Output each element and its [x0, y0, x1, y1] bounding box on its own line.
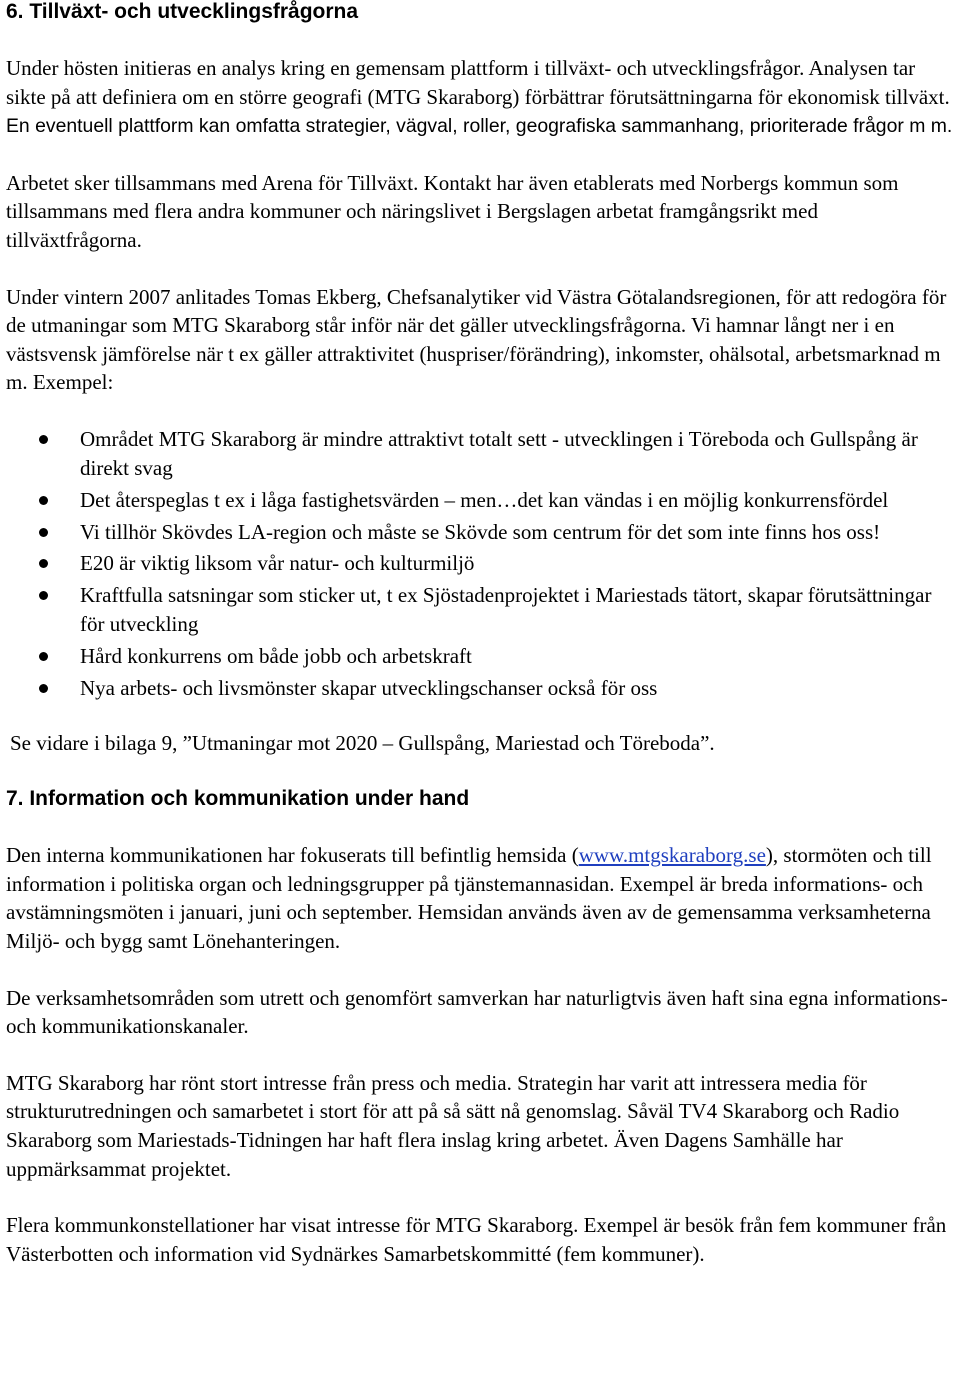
section-6-paragraph-1-sans: En eventuell plattform kan omfatta strategier, vägval, roller, geografiska sammanhang, prioriterade frågor m m.	[6, 115, 953, 138]
see-also-bilaga-9: Se vidare i bilaga 9, ”Utmaningar mot 2020 – Gullspång, Mariestad och Töreboda”.	[10, 730, 715, 755]
bullet-item: Vi tillhör Skövdes LA-region och måste se Skövde som centrum för det som inte finns hos oss!	[6, 518, 956, 547]
section-7-paragraph-1-start: Den interna kommunikationen har fokuserats till befintlig hemsida (	[6, 843, 579, 868]
document-page	[6, 0, 956, 1268]
section-6-paragraph-3: Under vintern 2007 anlitades Tomas Ekberg, Chefsanalytiker vid Västra Götalandsregionen, för att redogöra för de utmaningar som MTG Skaraborg står inför när det gäller utvecklingsfrågorna. Vi hamnar långt ner i en västsvensk jämförelse när t ex gäller attraktivitet (huspriser/förändring), inkomster, ohälsotal, arbetsmarknad m m. Exempel:	[6, 284, 947, 395]
bullet-item: Området MTG Skaraborg är mindre attraktivt totalt sett - utvecklingen i Töreboda och Gullspång är direkt svag	[6, 425, 956, 482]
bullet-item: Hård konkurrens om både jobb och arbetskraft	[6, 642, 956, 671]
section-7-paragraph-1	[6, 841, 956, 955]
section-6-heading: 6. Tillväxt- och utvecklingsfrågorna	[6, 0, 359, 23]
website-link[interactable]: www.mtgskaraborg.se	[578, 843, 766, 868]
bullet-item: Nya arbets- och livsmönster skapar utvecklingschanser också för oss	[6, 674, 956, 703]
bullet-item: E20 är viktig liksom vår natur- och kulturmiljö	[6, 549, 956, 578]
bullet-item: Kraftfulla satsningar som sticker ut, t ex Sjöstadenprojektet i Mariestads tätort, skapar förutsättningar för utveckling	[6, 581, 956, 638]
example-bullet-list	[6, 425, 956, 703]
section-6-paragraph-1-serif: Under hösten initieras en analys kring en gemensam plattform i tillväxt- och utvecklingsfrågor. Analysen tar sikte på att definiera om en större geografi (MTG Skaraborg) förbättrar förutsättningarna för ekonomisk tillväxt.	[6, 56, 950, 109]
section-7-paragraph-3: MTG Skaraborg har rönt stort intresse från press och media. Strategin har varit att intressera media för strukturutredningen och samarbetet i stort för att på så sätt nå genomslag. Såväl TV4 Skaraborg och Radio Skaraborg som Mariestads-Tidningen har haft flera inslag kring arbetet. Även Dagens Samhälle har uppmärksammat projektet.	[6, 1070, 900, 1181]
section-6-paragraph-2: Arbetet sker tillsammans med Arena för Tillväxt. Kontakt har även etablerats med Norbergs kommun som tillsammans med flera andra kommuner och näringslivet i Bergslagen arbetat framgångsrikt med tillväxtfrågorna.	[6, 170, 899, 252]
section-7-paragraph-4: Flera kommunkonstellationer har visat intresse för MTG Skaraborg. Exempel är besök från fem kommuner från Västerbotten och information vid Sydnärkes Samarbetskommitté (fem kommuner).	[6, 1213, 947, 1266]
section-7-paragraph-2: De verksamhetsområden som utrett och genomfört samverkan har naturligtvis även haft sina egna informations- och kommunikationskanaler.	[6, 985, 948, 1039]
section-6-paragraph-1	[6, 54, 956, 141]
bullet-item: Det återspeglas t ex i låga fastighetsvärden – men…det kan vändas i en möjlig konkurrensfördel	[6, 486, 956, 515]
section-7-paragraph-1-end: ), stormöten och till information i politiska organ och ledningsgrupper på tjänstemannasidan. Exempel är breda informations- och avstämningsmöten i januari, juni och september. Hemsidan används även av de gemensamma verksamheterna Miljö- och bygg samt Lönehanteringen.	[6, 843, 932, 953]
section-7-heading: 7. Information och kommunikation under hand	[6, 787, 470, 811]
